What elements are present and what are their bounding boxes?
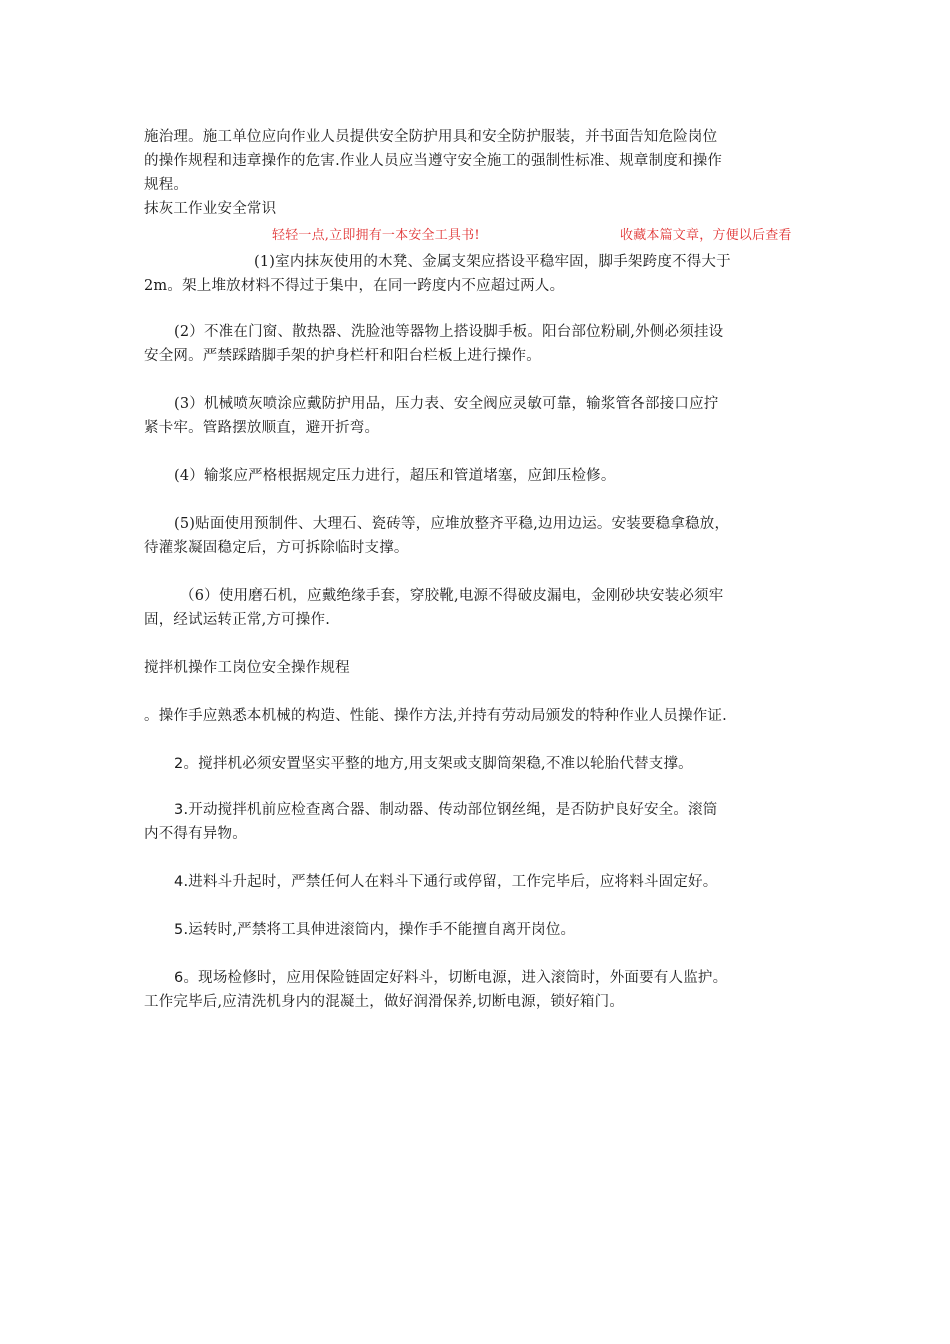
mixer-item-4-number: 4: [174, 874, 184, 890]
mixer-item-2-text: 。搅拌机必须安置坚实平整的地方,用支架或支脚筒架稳,不准以轮胎代替支撑。: [183, 756, 693, 772]
mixer-item-5-number: 5: [174, 922, 184, 938]
mixer-item-3-line-1: [174, 798, 717, 822]
mixer-item-6-text: 。现场检修时，应用保险链固定好料斗，切断电源，进入滚筒时，外面要有人监护。: [183, 970, 728, 986]
plaster-item-5-line-2: 待灌浆凝固稳定后，方可拆除临时支撑。: [144, 540, 409, 556]
section-title-plastering: 抹灰工作业安全常识: [144, 201, 277, 217]
plaster-item-5-line-1: (5)贴面使用预制件、大理石、瓷砖等，应堆放整齐平稳,边用边运。安装要稳拿稳放，: [174, 516, 730, 532]
mixer-item-1-line-1: 。操作手应熟悉本机械的构造、性能、操作方法,并持有劳动局颁发的特种作业人员操作证.: [144, 708, 727, 724]
plaster-item-2-line-2: 安全网。严禁踩踏脚手架的护身栏杆和阳台栏板上进行操作。: [144, 348, 541, 364]
intro-line-3: 规程。: [144, 177, 189, 193]
mixer-item-4-text: .进料斗升起时，严禁任何人在料斗下通行或停留，工作完毕后，应将料斗固定好。: [183, 874, 718, 890]
plaster-item-2-line-1: (2）不准在门窗、散热器、洗脸池等器物上搭设脚手板。阳台部位粉刷,外侧必须挂设: [174, 324, 724, 340]
plaster-item-6-line-2: 固，经试运转正常,方可操作.: [144, 612, 331, 628]
mixer-item-3-text: .开动搅拌机前应检查离合器、制动器、传动部位钢丝绳，是否防护良好安全。滚筒: [183, 802, 718, 818]
mixer-item-5-text: .运转时,严禁将工具伸进滚筒内，操作手不能擅自离开岗位。: [183, 922, 576, 938]
mixer-item-5-line-1: [174, 918, 575, 942]
intro-line-2: 的操作规程和违章操作的危害.作业人员应当遵守安全施工的强制性标准、规章制度和操作: [144, 153, 723, 169]
plaster-item-4-line-1: (4）输浆应严格根据规定压力进行，超压和管道堵塞，应卸压检修。: [174, 468, 616, 484]
mixer-item-3-line-2: 内不得有异物。: [144, 826, 247, 842]
mixer-item-6-number: 6: [174, 970, 184, 986]
plaster-item-1-line-2: 2m。架上堆放材料不得过于集中，在同一跨度内不应超过两人。: [144, 278, 565, 294]
mixer-item-2-line-1: [174, 752, 693, 776]
plaster-item-3-line-1: (3）机械喷灰喷涂应戴防护用品，压力表、安全阀应灵敏可靠，输浆管各部接口应拧: [174, 396, 719, 412]
mixer-item-2-number: 2: [174, 756, 184, 772]
section-title-mixer: 搅拌机操作工岗位安全操作规程: [144, 660, 350, 676]
toolbook-link[interactable]: 轻轻一点,立即拥有一本安全工具书!: [272, 228, 480, 243]
mixer-item-6-line-1: [174, 966, 727, 990]
plaster-item-1-line-1: (1)室内抹灰使用的木凳、金属支架应搭设平稳牢固，脚手架跨度不得大于: [254, 254, 731, 270]
mixer-item-6-line-2: 工作完毕后,应清洗机身内的混凝土，做好润滑保养,切断电源，锁好箱门。: [144, 994, 625, 1010]
mixer-item-4-line-1: [174, 870, 717, 894]
bookmark-link[interactable]: 收藏本篇文章，方便以后查看: [620, 228, 792, 243]
mixer-item-3-number: 3: [174, 802, 184, 818]
plaster-item-3-line-2: 紧卡牢。管路摆放顺直，避开折弯。: [144, 420, 380, 436]
plaster-item-6-line-1: （6）使用磨石机，应戴绝缘手套，穿胶靴,电源不得破皮漏电，金刚砂块安装必须牢: [180, 588, 724, 604]
intro-line-1: 施治理。施工单位应向作业人员提供安全防护用具和安全防护服装，并书面告知危险岗位: [144, 129, 718, 145]
